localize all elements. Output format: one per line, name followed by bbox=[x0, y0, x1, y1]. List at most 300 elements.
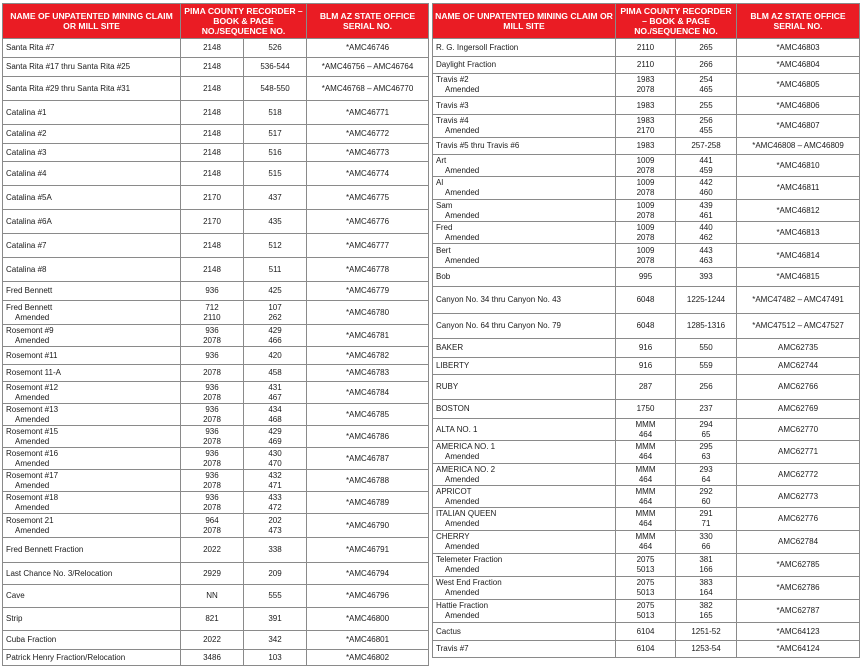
blm-serial: *AMC46778 bbox=[345, 264, 390, 274]
serial-cell bbox=[737, 375, 860, 400]
table-row bbox=[433, 486, 860, 508]
page-number: 330 bbox=[699, 532, 713, 542]
amended-book-number: 464 bbox=[638, 542, 653, 551]
book-cell bbox=[616, 358, 676, 375]
claim-name: RUBY bbox=[436, 382, 459, 392]
page-cell bbox=[676, 97, 737, 115]
amended-label: Amended bbox=[445, 255, 480, 265]
recorder-header: PIMA COUNTY RECORDER – BOOK & PAGE NO./SEQUENCE NO. bbox=[616, 4, 737, 39]
amended-label: Amended bbox=[445, 165, 480, 175]
serial-cell bbox=[737, 508, 860, 531]
amended-page-number: 455 bbox=[699, 126, 713, 135]
book-number: MMM bbox=[635, 464, 656, 474]
book-cell bbox=[181, 325, 244, 347]
book-number: 2110 bbox=[636, 42, 655, 52]
book-number: 2929 bbox=[203, 568, 221, 578]
page-number: 381 bbox=[699, 555, 713, 565]
page-number: 440 bbox=[699, 222, 713, 232]
claim-name: AMERICA NO. 1 bbox=[436, 442, 496, 452]
book-number: 2075 bbox=[636, 555, 655, 565]
page-number: 257-258 bbox=[691, 141, 721, 151]
page-number: 437 bbox=[268, 192, 282, 202]
table-row bbox=[433, 641, 860, 658]
table-row bbox=[433, 375, 860, 400]
claim-name: West End Fraction bbox=[436, 578, 502, 588]
claim-name-cell bbox=[433, 200, 616, 222]
serial-cell bbox=[307, 492, 429, 514]
blm-serial: *AMC46782 bbox=[345, 350, 390, 360]
blm-serial: *AMC46796 bbox=[345, 591, 390, 601]
book-cell bbox=[616, 39, 676, 57]
book-number: 2148 bbox=[203, 129, 221, 139]
serial-cell bbox=[737, 464, 860, 486]
table-row bbox=[433, 508, 860, 531]
amended-book-number: 464 bbox=[638, 452, 653, 461]
book-number: 6104 bbox=[636, 626, 655, 636]
claim-name: Rosemont #17 bbox=[6, 470, 59, 480]
blm-serial: *AMC46784 bbox=[345, 387, 390, 397]
serial-cell bbox=[307, 125, 429, 144]
page-number: 555 bbox=[268, 591, 282, 601]
blm-serial: *AMC46789 bbox=[345, 497, 390, 507]
table-row bbox=[3, 404, 429, 426]
claim-name-cell bbox=[433, 464, 616, 486]
page-number: 443 bbox=[699, 245, 713, 255]
table-row bbox=[433, 97, 860, 115]
page-cell bbox=[244, 585, 307, 608]
book-cell bbox=[181, 77, 244, 101]
claim-name: BAKER bbox=[436, 343, 464, 353]
amended-page-number: 465 bbox=[699, 85, 713, 94]
book-number: 1750 bbox=[636, 404, 655, 414]
claim-name-cell bbox=[3, 282, 181, 301]
table-row bbox=[433, 554, 860, 577]
claim-name-cell bbox=[433, 358, 616, 375]
page-cell bbox=[244, 144, 307, 162]
page-number: 516 bbox=[268, 147, 282, 157]
table-row bbox=[433, 57, 860, 74]
book-number: 936 bbox=[205, 426, 219, 436]
claim-name: APRICOT bbox=[436, 486, 472, 496]
amended-book-number: 2078 bbox=[636, 210, 655, 220]
book-number: 1009 bbox=[636, 222, 655, 232]
amended-book-number: 2170 bbox=[636, 126, 655, 135]
serial-cell bbox=[737, 39, 860, 57]
page-number: 517 bbox=[268, 129, 282, 139]
claim-name: Travis #5 thru Travis #6 bbox=[436, 141, 520, 151]
blm-serial: *AMC64124 bbox=[776, 644, 820, 654]
page-cell bbox=[676, 244, 737, 268]
amended-page-number: 63 bbox=[701, 452, 711, 461]
table-row bbox=[3, 585, 429, 608]
table-row bbox=[433, 623, 860, 641]
blm-serial: *AMC46814 bbox=[776, 250, 820, 260]
page-number: 439 bbox=[699, 200, 713, 210]
claim-name: Cave bbox=[6, 591, 25, 601]
claim-name-cell bbox=[433, 554, 616, 577]
blm-serial: *AMC46802 bbox=[345, 652, 390, 662]
page-cell bbox=[244, 301, 307, 325]
amended-page-number: 463 bbox=[699, 255, 713, 265]
claim-name-cell bbox=[433, 314, 616, 339]
page-cell bbox=[676, 339, 737, 358]
claim-name-cell bbox=[433, 287, 616, 314]
page-cell bbox=[676, 508, 737, 531]
amended-book-number: 464 bbox=[638, 474, 653, 484]
blm-serial: *AMC46805 bbox=[776, 80, 820, 90]
page-cell bbox=[244, 162, 307, 186]
claim-name-cell bbox=[433, 115, 616, 138]
claim-name-cell bbox=[3, 608, 181, 631]
page-cell bbox=[676, 115, 737, 138]
book-number: 712 bbox=[205, 302, 219, 312]
blm-serial: AMC62773 bbox=[778, 491, 819, 501]
table-row bbox=[433, 577, 860, 600]
claim-name-cell bbox=[433, 138, 616, 155]
claim-name-cell bbox=[433, 39, 616, 57]
serial-cell bbox=[307, 426, 429, 448]
claim-name-cell bbox=[433, 222, 616, 244]
page-cell bbox=[676, 177, 737, 200]
claim-name: Rosemont 11-A bbox=[6, 368, 61, 378]
claim-name-cell bbox=[3, 470, 181, 492]
book-cell bbox=[616, 508, 676, 531]
serial-cell bbox=[307, 585, 429, 608]
claim-name: Cuba Fraction bbox=[6, 635, 57, 645]
book-cell bbox=[181, 101, 244, 125]
page-number: 434 bbox=[268, 404, 282, 414]
claim-name-cell bbox=[433, 419, 616, 441]
serial-cell bbox=[307, 448, 429, 470]
book-cell bbox=[181, 234, 244, 258]
claim-name-cell bbox=[3, 426, 181, 448]
amended-page-number: 166 bbox=[699, 565, 713, 574]
book-cell bbox=[181, 144, 244, 162]
table-row bbox=[433, 39, 860, 57]
table-row bbox=[433, 222, 860, 244]
book-number: MMM bbox=[635, 419, 656, 429]
book-cell bbox=[616, 419, 676, 441]
book-cell bbox=[181, 563, 244, 585]
book-cell bbox=[181, 448, 244, 470]
amended-label: Amended bbox=[15, 335, 50, 345]
blm-serial: *AMC46783 bbox=[345, 368, 390, 378]
table-row bbox=[3, 210, 429, 234]
page-number: 383 bbox=[699, 578, 713, 588]
claim-name: Santa Rita #29 thru Santa Rita #31 bbox=[6, 83, 131, 93]
claim-name-cell bbox=[3, 325, 181, 347]
table-row bbox=[433, 115, 860, 138]
claim-name-cell bbox=[433, 600, 616, 623]
page-number: 441 bbox=[699, 155, 713, 165]
book-cell bbox=[616, 244, 676, 268]
serial-cell bbox=[737, 554, 860, 577]
page-number: 338 bbox=[268, 545, 282, 555]
book-cell bbox=[616, 400, 676, 419]
right-claims-table bbox=[432, 3, 860, 658]
page-number: 256 bbox=[699, 116, 713, 126]
claim-name: CHERRY bbox=[436, 532, 470, 542]
page-cell bbox=[244, 514, 307, 538]
blm-serial: *AMC46812 bbox=[776, 205, 820, 215]
serial-cell bbox=[737, 358, 860, 375]
blm-serial: *AMC47512 – AMC47527 bbox=[752, 321, 844, 331]
page-cell bbox=[676, 531, 737, 554]
claim-name-cell bbox=[3, 258, 181, 282]
claim-name: Rosemont #12 bbox=[6, 382, 59, 392]
blm-serial: AMC62766 bbox=[778, 382, 819, 392]
serial-cell bbox=[737, 623, 860, 641]
book-cell bbox=[181, 186, 244, 210]
claim-name-cell bbox=[3, 563, 181, 585]
serial-cell bbox=[307, 470, 429, 492]
claim-name: Art bbox=[436, 155, 447, 165]
book-cell bbox=[616, 155, 676, 177]
amended-page-number: 66 bbox=[701, 542, 711, 551]
table-row bbox=[433, 244, 860, 268]
book-number: 2148 bbox=[203, 264, 221, 274]
book-number: 936 bbox=[205, 325, 219, 335]
claim-name-cell bbox=[3, 210, 181, 234]
page-cell bbox=[676, 268, 737, 287]
serial-cell bbox=[737, 577, 860, 600]
book-cell bbox=[181, 631, 244, 650]
blm-serial: *AMC46756 – AMC46764 bbox=[321, 62, 414, 72]
page-number: 391 bbox=[268, 614, 282, 624]
book-number: 2148 bbox=[203, 240, 221, 250]
claim-name-cell bbox=[433, 97, 616, 115]
claim-name: ITALIAN QUEEN bbox=[436, 509, 497, 519]
page-number: 293 bbox=[699, 464, 713, 474]
amended-book-number: 2110 bbox=[203, 312, 221, 322]
blm-serial: AMC62769 bbox=[778, 404, 819, 414]
amended-label: Amended bbox=[445, 126, 480, 135]
claim-name: Rosemont #18 bbox=[6, 492, 59, 502]
table-row bbox=[433, 339, 860, 358]
page-number: 255 bbox=[699, 100, 713, 110]
book-number: 2170 bbox=[203, 216, 221, 226]
table-row bbox=[433, 268, 860, 287]
book-cell bbox=[616, 138, 676, 155]
serial-cell bbox=[307, 608, 429, 631]
serial-cell bbox=[307, 210, 429, 234]
blm-serial: *AMC46804 bbox=[776, 60, 820, 70]
book-number: 2148 bbox=[203, 168, 221, 178]
book-cell bbox=[181, 210, 244, 234]
claim-name: Travis #3 bbox=[436, 100, 469, 110]
table-row bbox=[3, 514, 429, 538]
amended-book-number: 5013 bbox=[636, 565, 655, 574]
claim-name: Strip bbox=[6, 614, 23, 624]
book-number: 1983 bbox=[636, 100, 655, 110]
book-cell bbox=[616, 200, 676, 222]
claim-name-header: NAME OF UNPATENTED MINING CLAIM OR MILL SITE bbox=[3, 4, 181, 39]
serial-cell bbox=[737, 222, 860, 244]
book-cell bbox=[181, 514, 244, 538]
claim-name: Catalina #3 bbox=[6, 147, 47, 157]
serial-cell bbox=[307, 563, 429, 585]
blm-serial: *AMC46776 bbox=[345, 216, 390, 226]
claim-name-header: NAME OF UNPATENTED MINING CLAIM OR MILL SITE bbox=[433, 4, 616, 39]
blm-serial: *AMC46774 bbox=[345, 168, 390, 178]
book-cell bbox=[616, 222, 676, 244]
book-cell bbox=[616, 57, 676, 74]
claim-name-cell bbox=[433, 577, 616, 600]
claim-name: LIBERTY bbox=[436, 361, 470, 371]
blm-serial: *AMC46780 bbox=[345, 307, 390, 317]
amended-book-number: 2078 bbox=[203, 335, 221, 345]
blm-serial: *AMC46811 bbox=[776, 183, 820, 193]
table-row bbox=[3, 448, 429, 470]
claim-name-cell bbox=[3, 101, 181, 125]
page-cell bbox=[244, 258, 307, 282]
blm-serial: *AMC46815 bbox=[776, 272, 820, 282]
claim-name: Catalina #5A bbox=[6, 192, 52, 202]
table-row bbox=[433, 287, 860, 314]
claim-name-cell bbox=[433, 486, 616, 508]
blm-serial: AMC62735 bbox=[778, 343, 819, 353]
claim-name-cell bbox=[3, 448, 181, 470]
table-row bbox=[3, 325, 429, 347]
page-cell bbox=[676, 39, 737, 57]
book-number: 2148 bbox=[203, 107, 221, 117]
amended-page-number: 460 bbox=[699, 188, 713, 197]
blm-serial: *AMC62787 bbox=[776, 606, 820, 616]
page-number: 433 bbox=[268, 492, 282, 502]
claim-name-cell bbox=[3, 144, 181, 162]
page-cell bbox=[244, 538, 307, 563]
claim-name-cell bbox=[3, 538, 181, 563]
blm-serial: *AMC46801 bbox=[345, 635, 390, 645]
serial-cell bbox=[737, 138, 860, 155]
page-cell bbox=[244, 210, 307, 234]
page-cell bbox=[244, 125, 307, 144]
book-number: 936 bbox=[205, 470, 219, 480]
page-number: 254 bbox=[699, 75, 713, 85]
book-cell bbox=[616, 339, 676, 358]
book-cell bbox=[616, 268, 676, 287]
amended-label: Amended bbox=[445, 588, 480, 597]
amended-book-number: 5013 bbox=[636, 611, 655, 620]
page-number: 103 bbox=[268, 652, 282, 662]
blm-serial: *AMC46788 bbox=[345, 475, 390, 485]
table-row bbox=[3, 101, 429, 125]
serial-cell bbox=[307, 234, 429, 258]
claim-name-cell bbox=[433, 623, 616, 641]
claim-name: Daylight Fraction bbox=[436, 60, 497, 70]
page-number: 292 bbox=[699, 486, 713, 496]
claim-name-cell bbox=[433, 339, 616, 358]
book-number: 6104 bbox=[636, 644, 655, 654]
amended-book-number: 5013 bbox=[636, 588, 655, 597]
page-cell bbox=[244, 448, 307, 470]
table-row bbox=[3, 492, 429, 514]
claim-name-cell bbox=[3, 58, 181, 77]
book-number: 936 bbox=[205, 382, 219, 392]
book-cell bbox=[616, 554, 676, 577]
page-number: 1251-52 bbox=[691, 626, 721, 636]
book-number: MMM bbox=[635, 509, 656, 519]
page-cell bbox=[676, 222, 737, 244]
blm-serial: *AMC47482 – AMC47491 bbox=[752, 295, 844, 305]
serial-cell bbox=[307, 347, 429, 365]
amended-book-number: 2078 bbox=[203, 480, 221, 490]
book-number: 2075 bbox=[636, 578, 655, 588]
book-number: 287 bbox=[638, 382, 653, 392]
table-row bbox=[3, 650, 429, 666]
claim-name-cell bbox=[3, 77, 181, 101]
table-row bbox=[433, 441, 860, 464]
claim-name-cell bbox=[433, 441, 616, 464]
book-cell bbox=[181, 347, 244, 365]
claim-name-cell bbox=[3, 631, 181, 650]
claim-name: Hattie Fraction bbox=[436, 601, 489, 611]
claim-name: Bert bbox=[436, 245, 451, 255]
book-cell bbox=[181, 650, 244, 666]
table-row bbox=[3, 365, 429, 382]
amended-label: Amended bbox=[15, 480, 50, 490]
blm-serial: *AMC46786 bbox=[345, 431, 390, 441]
blm-serial: *AMC46794 bbox=[345, 568, 390, 578]
serial-cell bbox=[737, 287, 860, 314]
page-cell bbox=[676, 577, 737, 600]
amended-page-number: 471 bbox=[268, 480, 282, 490]
claim-name: Travis #7 bbox=[436, 644, 469, 654]
blm-serial: *AMC46773 bbox=[345, 147, 390, 157]
amended-label: Amended bbox=[445, 474, 480, 484]
amended-label: Amended bbox=[445, 232, 480, 242]
blm-serial: AMC62771 bbox=[778, 447, 819, 457]
page-cell bbox=[244, 608, 307, 631]
book-number: 1009 bbox=[636, 155, 655, 165]
amended-page-number: 165 bbox=[699, 611, 713, 620]
book-cell bbox=[181, 39, 244, 58]
page-number: 294 bbox=[699, 419, 713, 429]
claim-name: Travis #2 bbox=[436, 75, 469, 85]
serial-cell bbox=[307, 631, 429, 650]
page-cell bbox=[676, 155, 737, 177]
serial-cell bbox=[307, 39, 429, 58]
page-cell bbox=[244, 426, 307, 448]
left-claims-table bbox=[2, 3, 429, 666]
serial-cell bbox=[307, 538, 429, 563]
page-number: 429 bbox=[268, 325, 282, 335]
table-row bbox=[3, 426, 429, 448]
amended-book-number: 2078 bbox=[636, 232, 655, 242]
page-cell bbox=[676, 375, 737, 400]
book-number: 6048 bbox=[636, 321, 655, 331]
page-number: 518 bbox=[268, 107, 282, 117]
serial-cell bbox=[737, 641, 860, 658]
book-number: 2170 bbox=[203, 192, 221, 202]
amended-page-number: 64 bbox=[701, 474, 711, 484]
table-row bbox=[3, 258, 429, 282]
amended-page-number: 470 bbox=[268, 458, 282, 468]
page-number: 291 bbox=[699, 509, 713, 519]
page-number: 550 bbox=[699, 343, 713, 353]
book-number: 2148 bbox=[203, 83, 221, 93]
amended-page-number: 462 bbox=[699, 232, 713, 242]
book-cell bbox=[616, 641, 676, 658]
serial-cell bbox=[737, 419, 860, 441]
page-cell bbox=[244, 365, 307, 382]
blm-serial: AMC62776 bbox=[778, 514, 819, 524]
amended-label: Amended bbox=[15, 392, 50, 402]
amended-book-number: 2078 bbox=[636, 165, 655, 175]
page-cell bbox=[244, 404, 307, 426]
serial-cell bbox=[737, 531, 860, 554]
book-number: 2022 bbox=[203, 635, 221, 645]
